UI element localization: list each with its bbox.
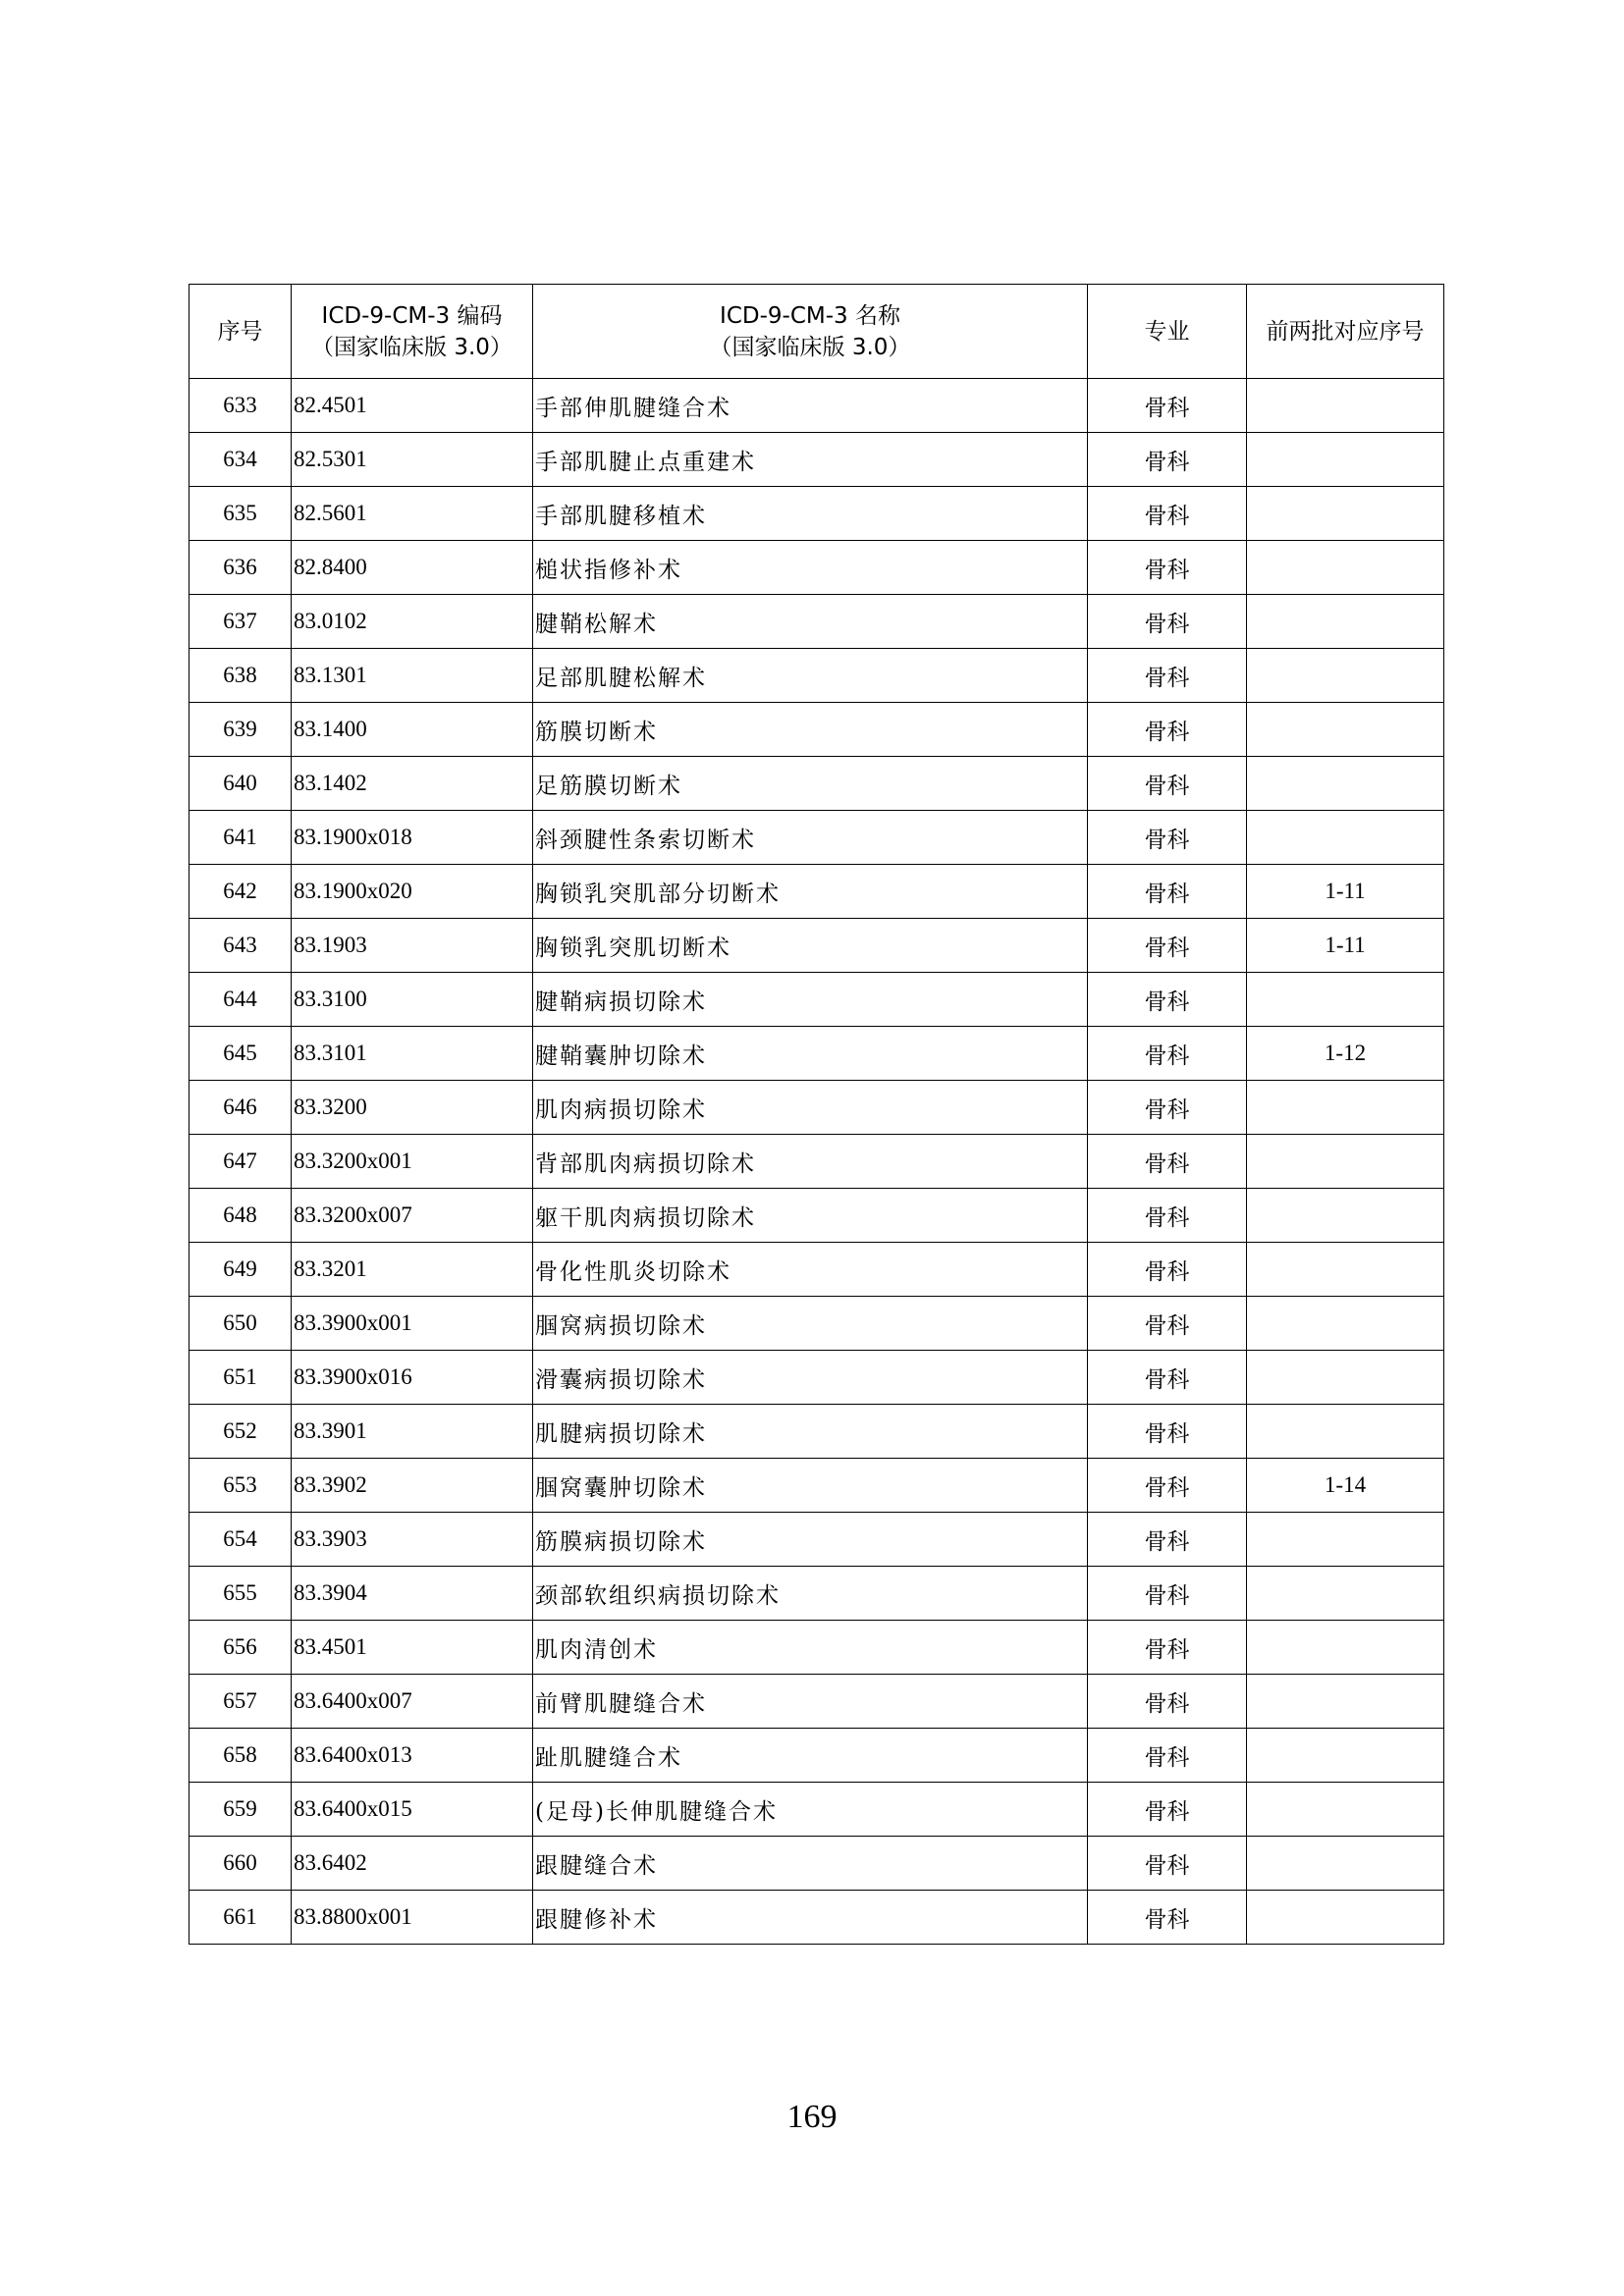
cell-code: 82.8400 <box>292 541 533 595</box>
cell-specialty: 骨科 <box>1088 1675 1247 1729</box>
cell-name: 槌状指修补术 <box>533 541 1088 595</box>
cell-index: 643 <box>189 919 292 973</box>
cell-name: 手部肌腱止点重建术 <box>533 433 1088 487</box>
header-code-line2: （国家临床版 3.0） <box>311 334 513 360</box>
cell-name: 足筋膜切断术 <box>533 757 1088 811</box>
cell-specialty: 骨科 <box>1088 703 1247 757</box>
cell-index: 642 <box>189 865 292 919</box>
header-previous-label: 前两批对应序号 <box>1266 318 1425 345</box>
cell-previous <box>1247 703 1444 757</box>
cell-index: 659 <box>189 1783 292 1837</box>
cell-specialty: 骨科 <box>1088 811 1247 865</box>
cell-name: 胸锁乳突肌切断术 <box>533 919 1088 973</box>
cell-code: 83.0102 <box>292 595 533 649</box>
cell-index: 644 <box>189 973 292 1027</box>
header-name-line2: （国家临床版 3.0） <box>709 334 911 360</box>
cell-code: 83.3200x007 <box>292 1189 533 1243</box>
table-row <box>189 919 1444 973</box>
table-header-row <box>189 285 1444 379</box>
cell-index: 646 <box>189 1081 292 1135</box>
cell-specialty: 骨科 <box>1088 1351 1247 1405</box>
table-row <box>189 1459 1444 1513</box>
cell-name: 手部肌腱移植术 <box>533 487 1088 541</box>
cell-code: 82.4501 <box>292 379 533 433</box>
cell-index: 633 <box>189 379 292 433</box>
cell-name: 肌肉清创术 <box>533 1621 1088 1675</box>
cell-name: 足部肌腱松解术 <box>533 649 1088 703</box>
cell-specialty: 骨科 <box>1088 1567 1247 1621</box>
cell-specialty: 骨科 <box>1088 487 1247 541</box>
cell-previous <box>1247 1081 1444 1135</box>
table-row <box>189 1567 1444 1621</box>
cell-name: (足母)长伸肌腱缝合术 <box>533 1783 1088 1837</box>
cell-previous <box>1247 487 1444 541</box>
table-row <box>189 973 1444 1027</box>
cell-previous <box>1247 1297 1444 1351</box>
cell-specialty: 骨科 <box>1088 919 1247 973</box>
table-row <box>189 1189 1444 1243</box>
cell-code: 83.4501 <box>292 1621 533 1675</box>
cell-code: 83.6400x015 <box>292 1783 533 1837</box>
cell-index: 655 <box>189 1567 292 1621</box>
cell-specialty: 骨科 <box>1088 1081 1247 1135</box>
table-row <box>189 1243 1444 1297</box>
cell-specialty: 骨科 <box>1088 1135 1247 1189</box>
cell-specialty: 骨科 <box>1088 1405 1247 1459</box>
cell-specialty: 骨科 <box>1088 757 1247 811</box>
cell-code: 83.3901 <box>292 1405 533 1459</box>
cell-specialty: 骨科 <box>1088 1459 1247 1513</box>
cell-specialty: 骨科 <box>1088 379 1247 433</box>
cell-index: 635 <box>189 487 292 541</box>
cell-code: 83.1900x018 <box>292 811 533 865</box>
table-row <box>189 487 1444 541</box>
cell-previous <box>1247 433 1444 487</box>
cell-name: 筋膜病损切除术 <box>533 1513 1088 1567</box>
table-row <box>189 1297 1444 1351</box>
cell-previous <box>1247 973 1444 1027</box>
cell-name: 跟腱缝合术 <box>533 1837 1088 1891</box>
cell-code: 83.6400x013 <box>292 1729 533 1783</box>
cell-code: 83.3900x016 <box>292 1351 533 1405</box>
cell-name: 手部伸肌腱缝合术 <box>533 379 1088 433</box>
cell-index: 647 <box>189 1135 292 1189</box>
cell-previous: 1-11 <box>1247 865 1444 919</box>
cell-previous <box>1247 379 1444 433</box>
cell-previous <box>1247 1729 1444 1783</box>
cell-code: 83.6400x007 <box>292 1675 533 1729</box>
cell-specialty: 骨科 <box>1088 1729 1247 1783</box>
cell-code: 83.3904 <box>292 1567 533 1621</box>
table-row <box>189 379 1444 433</box>
cell-index: 661 <box>189 1891 292 1945</box>
cell-specialty: 骨科 <box>1088 595 1247 649</box>
cell-name: 肌肉病损切除术 <box>533 1081 1088 1135</box>
cell-index: 640 <box>189 757 292 811</box>
cell-code: 83.3100 <box>292 973 533 1027</box>
cell-previous <box>1247 1675 1444 1729</box>
cell-index: 656 <box>189 1621 292 1675</box>
cell-index: 639 <box>189 703 292 757</box>
cell-code: 82.5301 <box>292 433 533 487</box>
cell-specialty: 骨科 <box>1088 865 1247 919</box>
procedure-table-container <box>189 284 1443 1945</box>
table-row <box>189 1405 1444 1459</box>
cell-previous <box>1247 1783 1444 1837</box>
cell-previous <box>1247 541 1444 595</box>
table-row <box>189 649 1444 703</box>
table-row <box>189 433 1444 487</box>
cell-name: 腘窝囊肿切除术 <box>533 1459 1088 1513</box>
cell-name: 骨化性肌炎切除术 <box>533 1243 1088 1297</box>
cell-previous <box>1247 1189 1444 1243</box>
cell-code: 83.3200 <box>292 1081 533 1135</box>
cell-previous <box>1247 1837 1444 1891</box>
cell-code: 83.1900x020 <box>292 865 533 919</box>
header-index <box>189 285 292 379</box>
cell-index: 648 <box>189 1189 292 1243</box>
cell-index: 660 <box>189 1837 292 1891</box>
cell-code: 83.8800x001 <box>292 1891 533 1945</box>
cell-index: 645 <box>189 1027 292 1081</box>
cell-code: 83.1402 <box>292 757 533 811</box>
table-row <box>189 595 1444 649</box>
procedure-table <box>189 284 1444 1945</box>
cell-previous: 1-12 <box>1247 1027 1444 1081</box>
cell-specialty: 骨科 <box>1088 1891 1247 1945</box>
cell-name: 躯干肌肉病损切除术 <box>533 1189 1088 1243</box>
cell-code: 83.3101 <box>292 1027 533 1081</box>
cell-name: 肌腱病损切除术 <box>533 1405 1088 1459</box>
cell-previous <box>1247 595 1444 649</box>
table-row <box>189 703 1444 757</box>
cell-name: 筋膜切断术 <box>533 703 1088 757</box>
table-row <box>189 865 1444 919</box>
table-row <box>189 541 1444 595</box>
cell-name: 腱鞘松解术 <box>533 595 1088 649</box>
cell-index: 636 <box>189 541 292 595</box>
cell-previous <box>1247 757 1444 811</box>
cell-code: 83.1301 <box>292 649 533 703</box>
header-index-label: 序号 <box>217 318 263 345</box>
cell-name: 背部肌肉病损切除术 <box>533 1135 1088 1189</box>
cell-specialty: 骨科 <box>1088 1027 1247 1081</box>
table-row <box>189 811 1444 865</box>
cell-specialty: 骨科 <box>1088 1621 1247 1675</box>
cell-name: 前臂肌腱缝合术 <box>533 1675 1088 1729</box>
header-previous <box>1247 285 1444 379</box>
header-name-line1: ICD-9-CM-3 名称 <box>720 302 900 329</box>
table-row <box>189 1729 1444 1783</box>
cell-code: 83.3902 <box>292 1459 533 1513</box>
cell-previous <box>1247 1567 1444 1621</box>
cell-name: 胸锁乳突肌部分切断术 <box>533 865 1088 919</box>
cell-specialty: 骨科 <box>1088 1297 1247 1351</box>
header-name <box>533 285 1088 379</box>
cell-previous <box>1247 1513 1444 1567</box>
cell-specialty: 骨科 <box>1088 1189 1247 1243</box>
table-row <box>189 1837 1444 1891</box>
cell-previous: 1-14 <box>1247 1459 1444 1513</box>
header-specialty-label: 专业 <box>1144 318 1190 345</box>
cell-code: 83.1400 <box>292 703 533 757</box>
table-row <box>189 1081 1444 1135</box>
cell-specialty: 骨科 <box>1088 1243 1247 1297</box>
cell-code: 83.6402 <box>292 1837 533 1891</box>
table-row <box>189 757 1444 811</box>
cell-specialty: 骨科 <box>1088 541 1247 595</box>
header-specialty <box>1088 285 1247 379</box>
cell-name: 腱鞘病损切除术 <box>533 973 1088 1027</box>
cell-index: 637 <box>189 595 292 649</box>
cell-previous <box>1247 1621 1444 1675</box>
cell-index: 651 <box>189 1351 292 1405</box>
table-row <box>189 1783 1444 1837</box>
cell-previous <box>1247 1405 1444 1459</box>
header-code <box>292 285 533 379</box>
table-body <box>189 379 1444 1945</box>
cell-name: 腱鞘囊肿切除术 <box>533 1027 1088 1081</box>
table-row <box>189 1351 1444 1405</box>
cell-specialty: 骨科 <box>1088 433 1247 487</box>
table-row <box>189 1513 1444 1567</box>
cell-previous <box>1247 1243 1444 1297</box>
cell-name: 趾肌腱缝合术 <box>533 1729 1088 1783</box>
cell-name: 颈部软组织病损切除术 <box>533 1567 1088 1621</box>
cell-index: 653 <box>189 1459 292 1513</box>
table-row <box>189 1135 1444 1189</box>
cell-specialty: 骨科 <box>1088 1513 1247 1567</box>
cell-previous: 1-11 <box>1247 919 1444 973</box>
page-number: 169 <box>786 2099 838 2135</box>
cell-name: 斜颈腱性条索切断术 <box>533 811 1088 865</box>
cell-name: 腘窝病损切除术 <box>533 1297 1088 1351</box>
cell-previous <box>1247 811 1444 865</box>
table-row <box>189 1621 1444 1675</box>
cell-specialty: 骨科 <box>1088 1783 1247 1837</box>
table-row <box>189 1027 1444 1081</box>
cell-code: 83.3903 <box>292 1513 533 1567</box>
cell-previous <box>1247 1891 1444 1945</box>
cell-index: 654 <box>189 1513 292 1567</box>
cell-index: 658 <box>189 1729 292 1783</box>
cell-name: 跟腱修补术 <box>533 1891 1088 1945</box>
cell-index: 649 <box>189 1243 292 1297</box>
cell-previous <box>1247 649 1444 703</box>
cell-name: 滑囊病损切除术 <box>533 1351 1088 1405</box>
header-code-line1: ICD-9-CM-3 编码 <box>321 302 503 329</box>
cell-index: 634 <box>189 433 292 487</box>
cell-index: 638 <box>189 649 292 703</box>
table-row <box>189 1891 1444 1945</box>
cell-code: 82.5601 <box>292 487 533 541</box>
cell-code: 83.3201 <box>292 1243 533 1297</box>
table-row <box>189 1675 1444 1729</box>
cell-previous <box>1247 1351 1444 1405</box>
cell-previous <box>1247 1135 1444 1189</box>
cell-index: 641 <box>189 811 292 865</box>
cell-specialty: 骨科 <box>1088 649 1247 703</box>
cell-specialty: 骨科 <box>1088 973 1247 1027</box>
cell-index: 652 <box>189 1405 292 1459</box>
cell-index: 657 <box>189 1675 292 1729</box>
cell-code: 83.3900x001 <box>292 1297 533 1351</box>
cell-index: 650 <box>189 1297 292 1351</box>
cell-specialty: 骨科 <box>1088 1837 1247 1891</box>
cell-code: 83.1903 <box>292 919 533 973</box>
cell-code: 83.3200x001 <box>292 1135 533 1189</box>
